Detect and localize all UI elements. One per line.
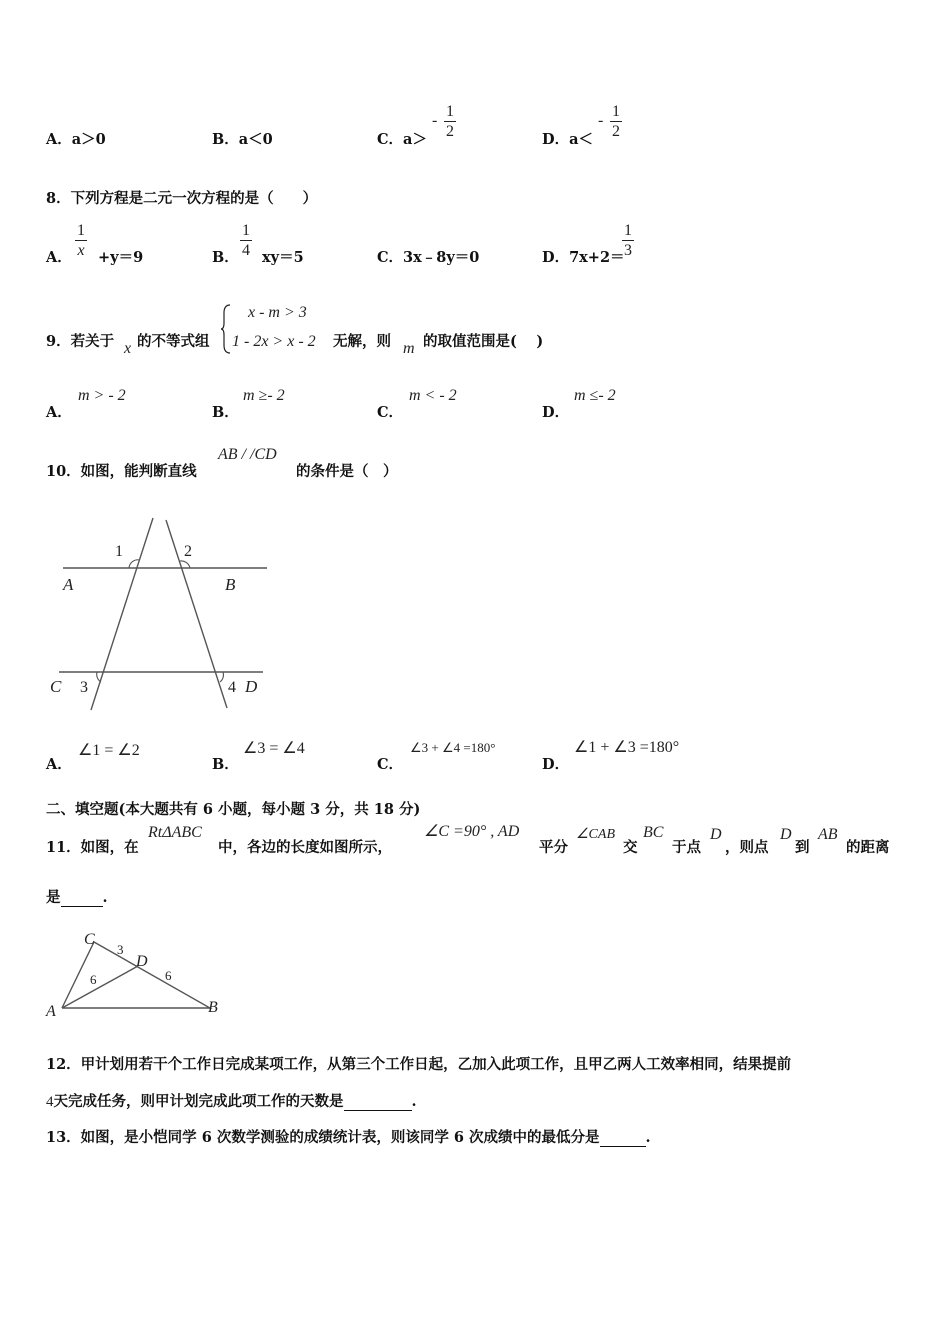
q11-part-4: 交: [623, 839, 638, 856]
label-a: A: [46, 1003, 56, 1020]
q9-after: 无解，则: [333, 333, 391, 350]
q11-math-4: BC: [643, 824, 664, 841]
q11-part-1: 11．如图，在: [46, 839, 139, 856]
q11-line-2: 是 .: [46, 889, 108, 906]
label-angle-2: 2: [184, 543, 192, 560]
q9-option-b-expr: m ≥- 2: [243, 387, 285, 404]
q11-math-2: ∠C =90° , AD: [424, 823, 520, 840]
q10-option-c-label: C．: [377, 756, 404, 773]
q11-answer-blank[interactable]: [61, 890, 103, 907]
q8-option-a-rest: +y＝9: [98, 249, 144, 266]
q10-option-d-expr: ∠1 + ∠3 =180°: [574, 739, 680, 756]
q8-option-c: C．3x﹣8y＝0: [377, 249, 480, 266]
q11-math-5: D: [710, 826, 722, 843]
q10-option-c-expr: ∠3 + ∠4 =180°: [410, 740, 496, 755]
q8-option-a-fraction: $\frac{1}{x}$: [77, 222, 85, 259]
transversal-right: [166, 520, 227, 708]
section-2-title: 二、填空题(本大题共有 6 小题，每小题 3 分，共 18 分): [46, 801, 421, 818]
q7-option-b: B．a＜0: [212, 131, 273, 148]
label-db-length: 6: [165, 968, 172, 983]
q9-suffix: 的取值范围是( ): [423, 333, 544, 350]
q11-part-6: ，则点: [725, 839, 769, 856]
q9-option-a-expr: m > - 2: [78, 387, 126, 404]
q10-option-b-expr: ∠3 = ∠4: [243, 740, 305, 757]
q11-figure: [42, 930, 232, 1022]
label-d: D: [245, 677, 258, 696]
q12-line-2: 4天完成任务，则甲计划完成此项工作的天数是 .: [46, 1093, 417, 1110]
q11-math-7: AB: [818, 826, 838, 843]
q10-option-b-label: B．: [212, 756, 239, 773]
q11-part-7: 到: [795, 839, 810, 856]
q9-option-a-label: A．: [46, 404, 72, 421]
q9-inequality-2: 1 - 2x > x - 2: [232, 333, 316, 350]
q7-option-c-fraction: $\frac{1}{2}$: [446, 103, 454, 140]
label-c: C: [50, 677, 62, 696]
label-ad-length: 6: [90, 972, 97, 987]
segment-ad: [62, 966, 138, 1008]
q12-line-1: 12．甲计划用若干个工作日完成某项工作，从第三个工作日起，乙加入此项工作，且甲乙两人工效率相同，结果提前: [46, 1056, 792, 1073]
q12-answer-blank[interactable]: [344, 1094, 412, 1111]
q10-expr: AB / /CD: [218, 446, 277, 463]
q9-brace-icon: [220, 303, 232, 355]
q7-option-c: C．a＞: [377, 131, 427, 148]
label-c: C: [84, 931, 95, 948]
q9-var-x: x: [124, 340, 132, 357]
q11-math-6: D: [780, 826, 792, 843]
label-angle-4: 4: [228, 679, 236, 696]
label-angle-3: 3: [80, 679, 88, 696]
q9-option-c-expr: m < - 2: [409, 387, 457, 404]
q7-option-d: D．a＜: [542, 131, 593, 148]
triangle-abc: [62, 942, 210, 1008]
q9-var-m: m: [403, 340, 415, 357]
q7-option-d-neg: -: [598, 112, 604, 129]
label-cd-length: 3: [117, 942, 124, 957]
q9-inequality-1: x - m > 3: [248, 304, 307, 321]
q11-math-3: ∠CAB: [576, 827, 615, 842]
label-b: B: [208, 999, 218, 1016]
q9-option-d-label: D．: [542, 404, 570, 421]
q8-option-a-label: A．: [46, 249, 72, 266]
q9-option-d-expr: m ≤- 2: [574, 387, 616, 404]
q11-part-8: 的距离: [846, 839, 890, 856]
q9-mid: 的不等式组: [137, 333, 210, 350]
q11-math-1: RtΔABC: [148, 824, 202, 841]
q13-answer-blank[interactable]: [600, 1130, 646, 1147]
q11-part-3: 平分: [539, 839, 568, 856]
q8-stem: 8．下列方程是二元一次方程的是（ ）: [46, 190, 318, 207]
q7-option-d-fraction: $\frac{1}{2}$: [612, 103, 620, 140]
label-angle-1: 1: [115, 543, 123, 560]
q9-option-c-label: C．: [377, 404, 404, 421]
angle-4-arc: [220, 672, 223, 682]
q11-part-5: 于点: [672, 839, 701, 856]
q10-option-a-label: A．: [46, 756, 72, 773]
q10-prefix: 10．如图，能判断直线: [46, 463, 197, 480]
label-b: B: [225, 575, 236, 594]
q8-option-b-label: B．: [212, 249, 239, 266]
q10-suffix: 的条件是（ ）: [296, 463, 398, 480]
label-a: A: [63, 575, 74, 594]
q10-option-d-label: D．: [542, 756, 570, 773]
q8-option-b-rest: xy＝5: [262, 249, 304, 266]
q8-option-d: D．7x+2＝: [542, 249, 625, 266]
q7-option-c-neg: -: [432, 112, 438, 129]
q8-option-b-fraction: $\frac{1}{4}$: [242, 222, 250, 259]
q9-option-b-label: B．: [212, 404, 239, 421]
label-d: D: [136, 953, 148, 970]
q7-option-a: A．a＞0: [46, 131, 106, 148]
q8-option-d-fraction: $\frac{1}{3}$: [624, 222, 632, 259]
q10-option-a-expr: ∠1 = ∠2: [78, 742, 140, 759]
q9-prefix: 9．若关于: [46, 333, 115, 350]
q11-part-2: 中，各边的长度如图所示，: [218, 839, 392, 856]
q13-text: 13．如图，是小恺同学 6 次数学测验的成绩统计表，则该同学 6 次成绩中的最低分是 .: [46, 1129, 651, 1146]
q10-figure: [45, 510, 275, 720]
q12-number: 4: [46, 1094, 54, 1110]
